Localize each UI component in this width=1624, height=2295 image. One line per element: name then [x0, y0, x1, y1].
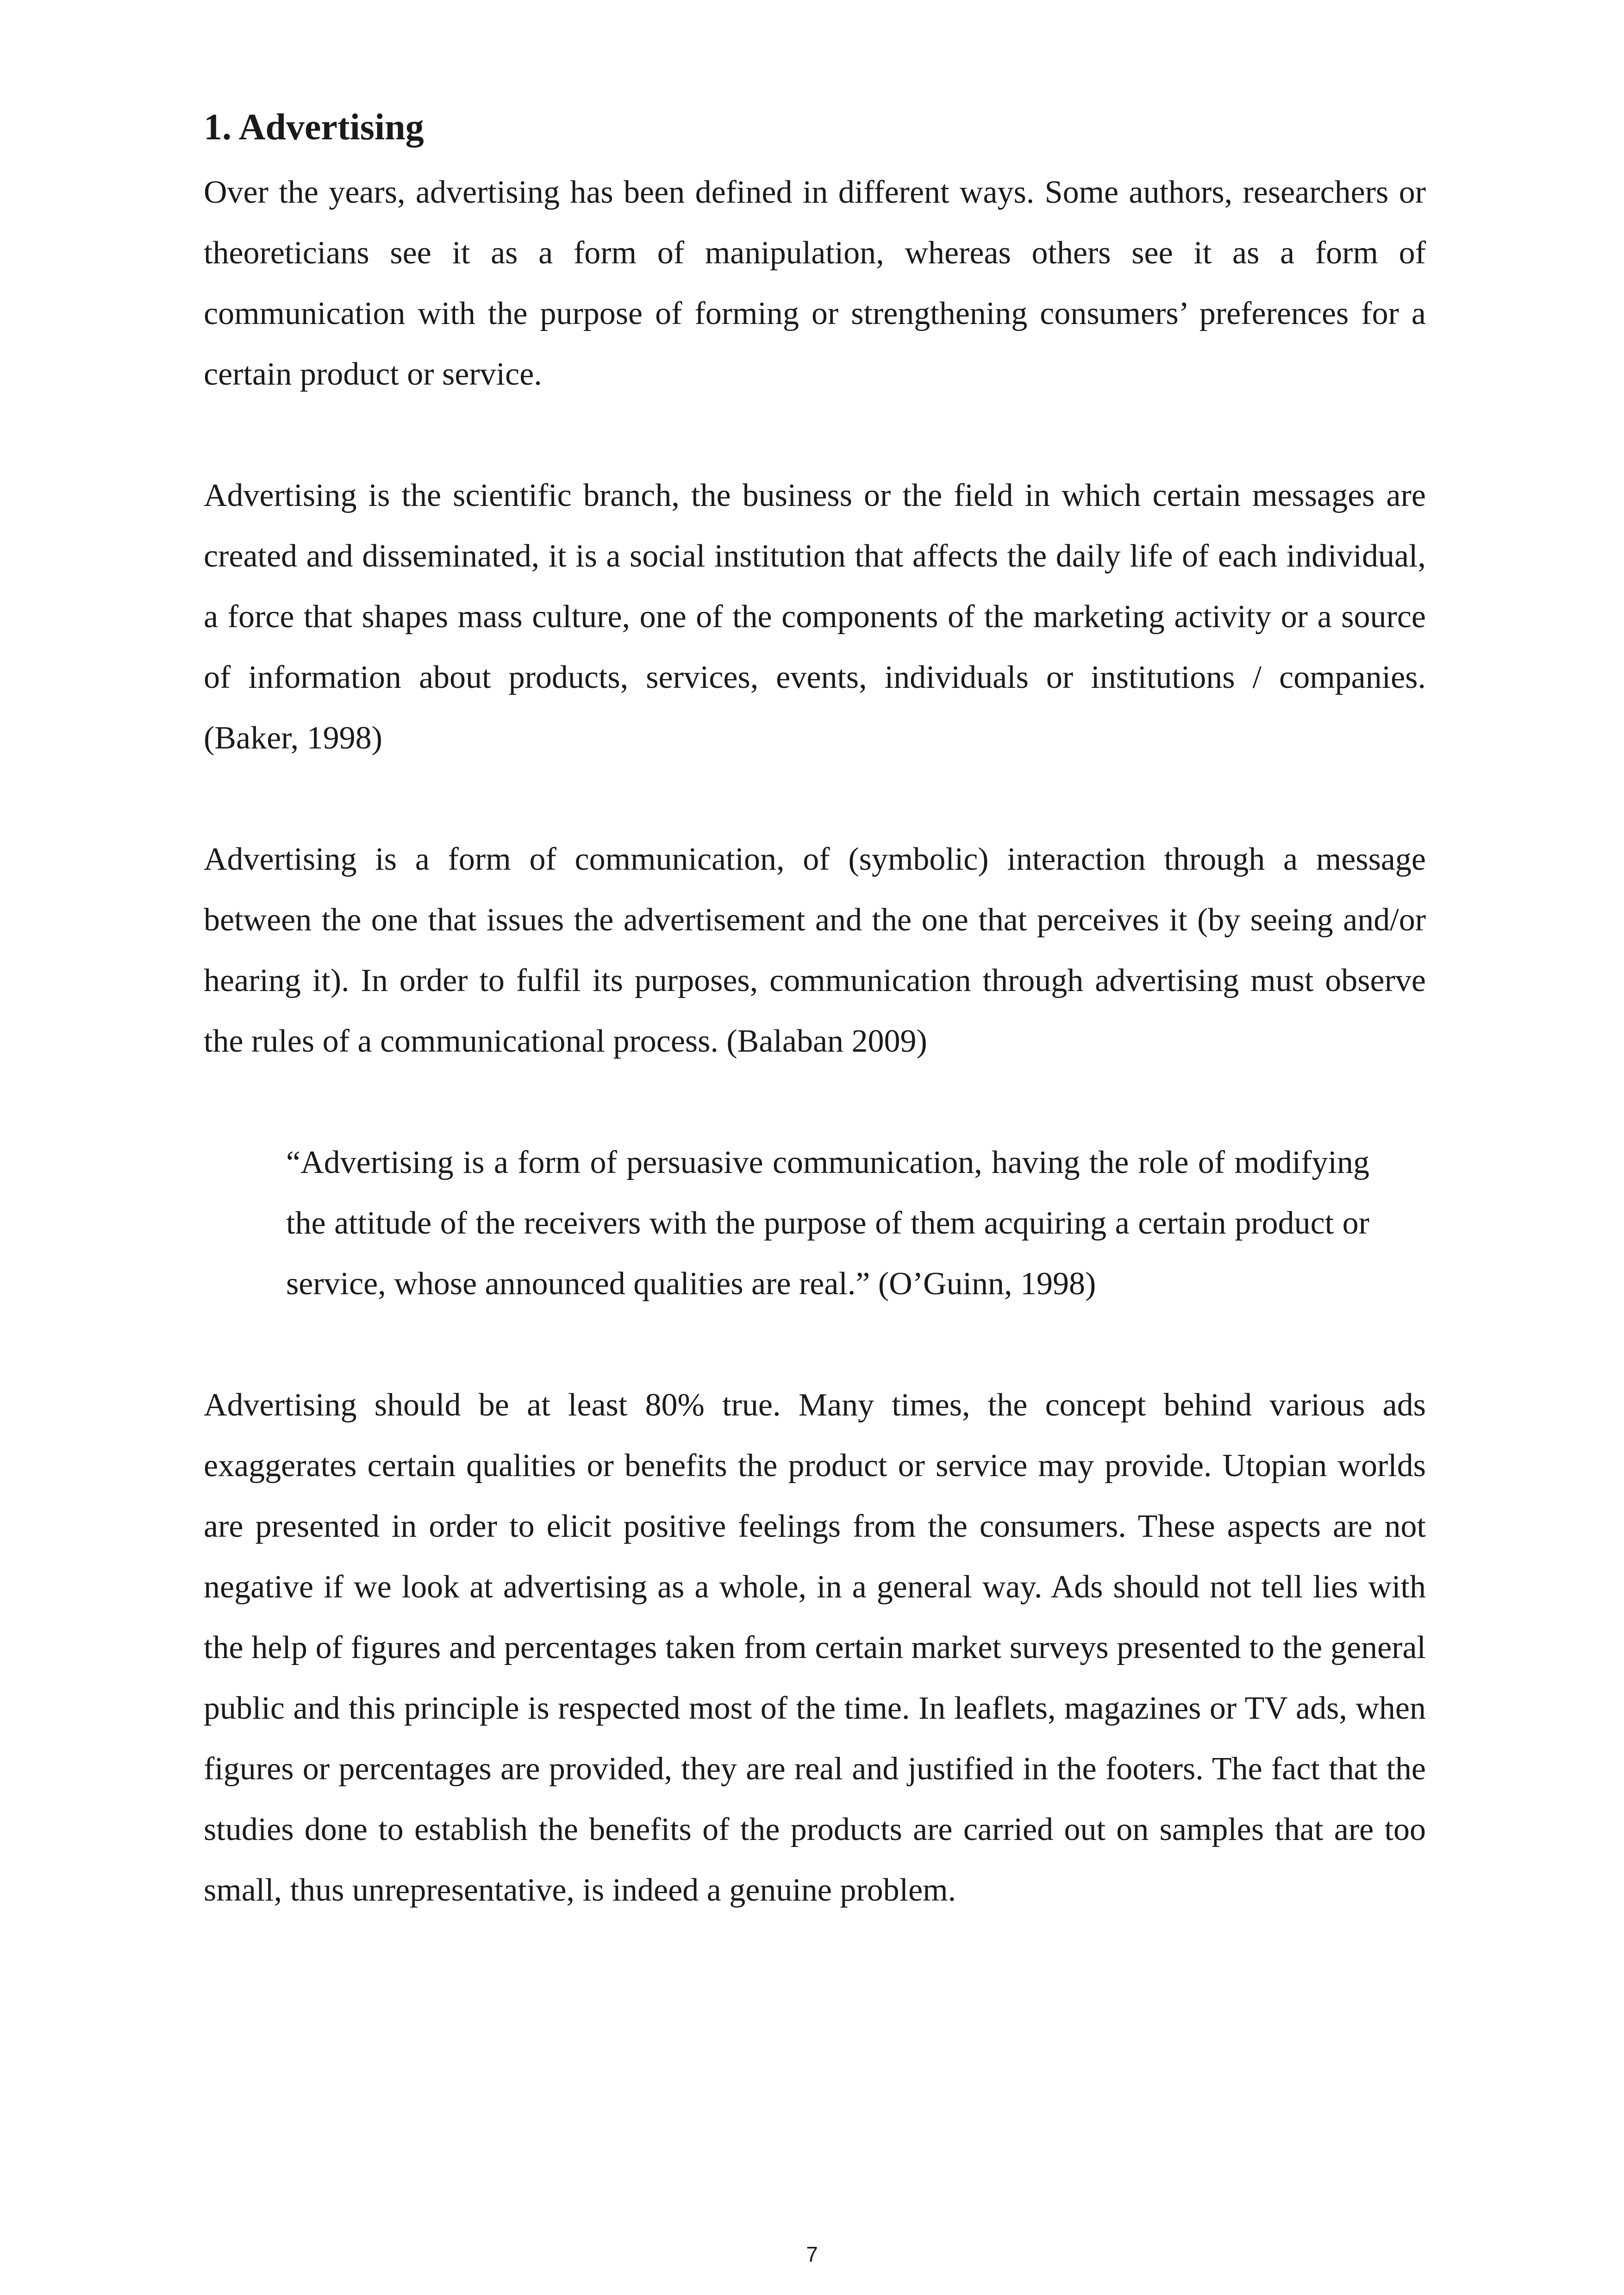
- paragraph-spacer: [204, 1314, 1426, 1375]
- section-heading: 1. Advertising: [204, 107, 424, 148]
- page-body: [204, 102, 1426, 1921]
- page-number: 7: [806, 2242, 818, 2266]
- paragraph-definition: Advertising is the scientific branch, the business or the field in which certain messages are created and disseminated, it is a social institution that affects the daily life of each individual, a force that shapes mass culture, one of the components of the marketing activity or a source of information about products, services, events, individuals or institutions / companies. (Baker, 1998): [204, 478, 1426, 756]
- paragraph-spacer: [204, 1072, 1426, 1132]
- paragraph-communication: Advertising is a form of communication, of (symbolic) interaction through a message between the one that issues the advertisement and the one that perceives it (by seeing and/or hearing it). In order to fulfil its purposes, communication through advertising must observe the rules of a communicational process. (Balaban 2009): [204, 842, 1426, 1059]
- paragraph-spacer: [204, 405, 1426, 465]
- paragraph-truth: Advertising should be at least 80% true. Many times, the concept behind various ads exaggerates certain qualities or benefits the product or service may provide. Utopian worlds are presented in order to elicit positive feelings from the consumers. These aspects are not negative if we look at advertising as a whole, in a general way. Ads should not tell lies with the help of figures and percentages taken from certain market surveys presented to the general public and this principle is respected most of the time. In leaflets, magazines or TV ads, when figures or percentages are provided, they are real and justified in the footers. The fact that the studies done to establish the benefits of the products are carried out on samples that are too small, thus unrepresentative, is indeed a genuine problem.: [204, 1387, 1426, 1908]
- block-quote: “Advertising is a form of persuasive communication, having the role of modifying the attitude of the receivers with the purpose of them acquiring a certain product or service, whose announced qualities are real.” (O’Guinn, 1998): [286, 1145, 1369, 1302]
- paragraph-intro: Over the years, advertising has been defined in different ways. Some authors, researchers or theoreticians see it as a form of manipulation, whereas others see it as a form of communication with the purpose of forming or strengthening consumers’ preferences for a certain product or service.: [204, 175, 1426, 392]
- paragraph-spacer: [204, 768, 1426, 829]
